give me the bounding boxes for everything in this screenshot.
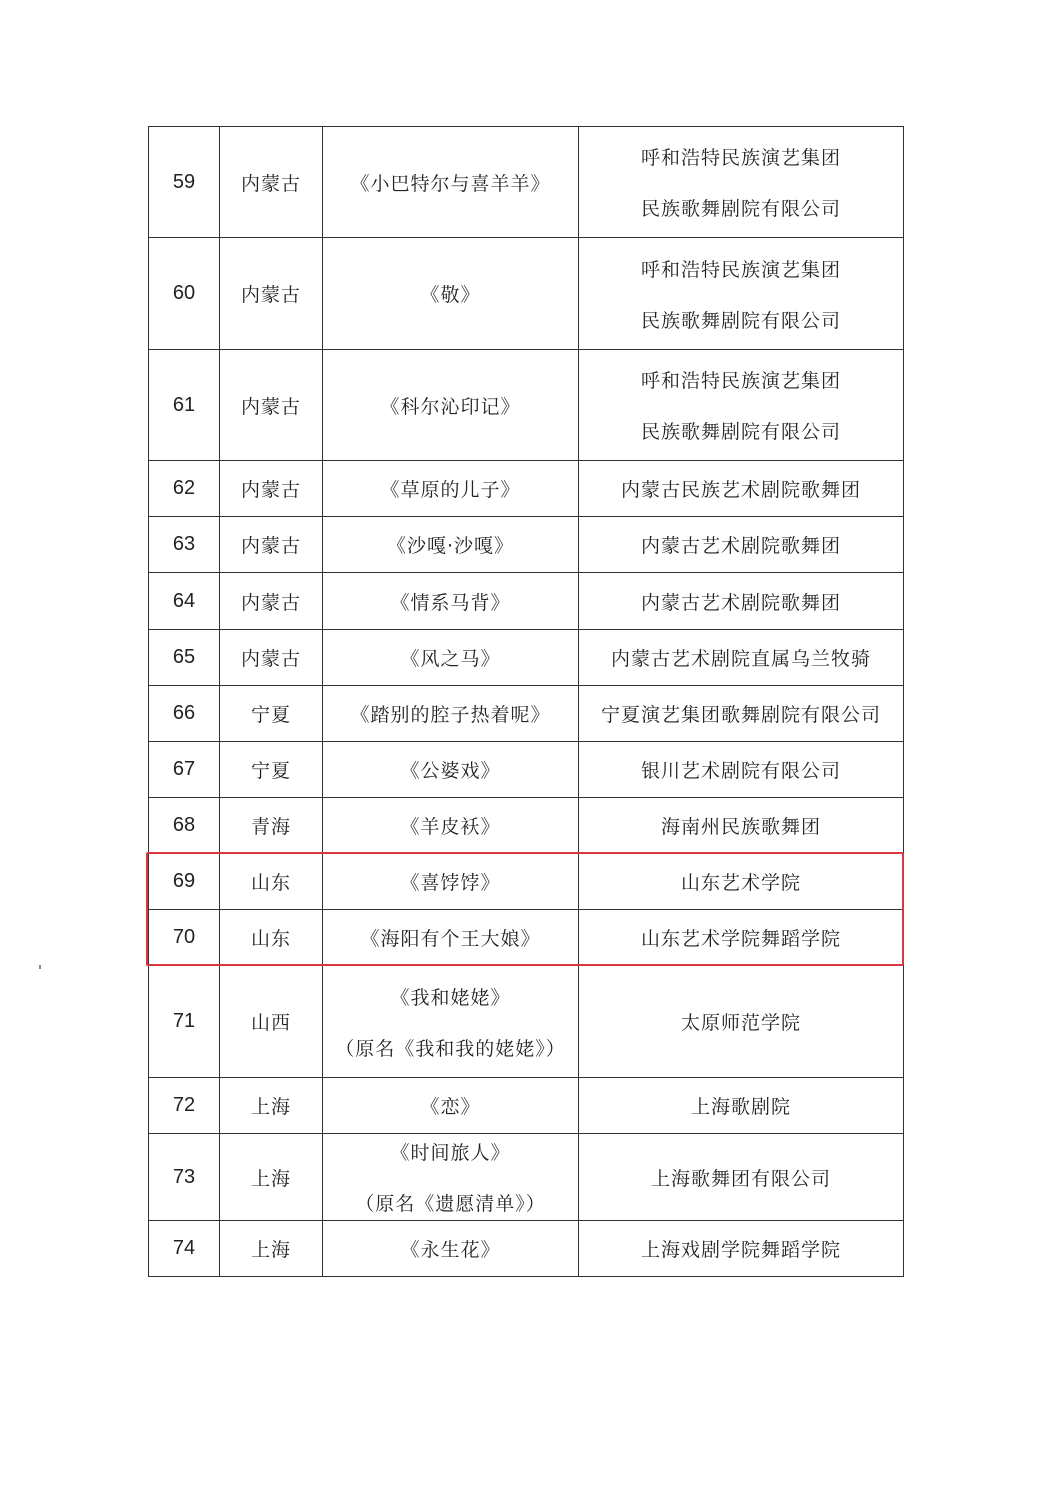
organization-line: 内蒙古民族艺术剧院歌舞团 xyxy=(620,479,861,501)
organization-line: 呼和浩特民族演艺集团 xyxy=(640,370,841,392)
organization-cell xyxy=(579,573,904,630)
table-row xyxy=(149,1221,904,1277)
region-cell: 上海 xyxy=(220,1221,323,1277)
work-title-cell xyxy=(323,742,579,798)
row-number-cell: 70 xyxy=(149,910,220,966)
work-title-cell xyxy=(323,238,579,350)
organization-cell xyxy=(579,910,904,966)
organization-cell xyxy=(579,127,904,238)
work-title-cell xyxy=(323,630,579,686)
work-title-cell xyxy=(323,966,579,1078)
work-title-line: 《公婆戏》 xyxy=(400,760,501,782)
organization-line: 上海歌剧院 xyxy=(690,1096,791,1118)
work-title-line: 《海阳有个王大娘》 xyxy=(360,928,541,950)
row-number-cell: 65 xyxy=(149,630,220,686)
work-title-line: （原名《我和我的姥姥》） xyxy=(335,1037,566,1060)
region-cell: 青海 xyxy=(220,798,323,854)
row-number-cell: 67 xyxy=(149,742,220,798)
row-number-cell: 66 xyxy=(149,686,220,742)
region-cell: 山东 xyxy=(220,910,323,966)
row-number-cell: 71 xyxy=(149,966,220,1078)
table-row xyxy=(149,1078,904,1134)
program-list-table xyxy=(148,126,904,1277)
organization-cell xyxy=(579,1078,904,1134)
work-title-line: 《情系马背》 xyxy=(390,591,511,614)
work-title-cell xyxy=(323,350,579,461)
row-number-cell: 62 xyxy=(149,461,220,517)
table-row xyxy=(149,517,904,573)
organization-line: 内蒙古艺术剧院歌舞团 xyxy=(640,591,841,614)
organization-cell xyxy=(579,350,904,461)
organization-cell xyxy=(579,1221,904,1277)
row-number-cell: 74 xyxy=(149,1221,220,1277)
table-row xyxy=(149,854,904,910)
organization-cell xyxy=(579,238,904,350)
table-row xyxy=(149,573,904,630)
table-body xyxy=(149,127,904,1277)
region-cell: 内蒙古 xyxy=(220,238,323,350)
organization-cell xyxy=(579,630,904,686)
row-number-cell: 63 xyxy=(149,517,220,573)
work-title-cell xyxy=(323,1078,579,1134)
work-title-line: 《踏别的腔子热着呢》 xyxy=(350,704,551,726)
table-row xyxy=(149,461,904,517)
scan-mark xyxy=(39,965,41,969)
region-cell: 内蒙古 xyxy=(220,127,323,238)
work-title-line: 《敬》 xyxy=(420,284,481,306)
organization-line: 民族歌舞剧院有限公司 xyxy=(640,421,841,443)
organization-cell xyxy=(579,854,904,910)
work-title-line: 《时间旅人》 xyxy=(390,1142,511,1164)
work-title-line: 《科尔沁印记》 xyxy=(380,395,521,418)
work-title-line: 《草原的儿子》 xyxy=(380,479,521,501)
work-title-line: 《永生花》 xyxy=(400,1239,501,1261)
organization-line: 内蒙古艺术剧院直属乌兰牧骑 xyxy=(610,648,871,670)
region-cell: 宁夏 xyxy=(220,742,323,798)
table-row xyxy=(149,966,904,1078)
row-number-cell: 69 xyxy=(149,854,220,910)
work-title-line: 《喜饽饽》 xyxy=(400,872,501,894)
region-cell: 内蒙古 xyxy=(220,630,323,686)
work-title-cell xyxy=(323,517,579,573)
work-title-line: （原名《遗愿清单》） xyxy=(355,1193,546,1215)
work-title-line: 《风之马》 xyxy=(400,648,501,670)
table-row xyxy=(149,127,904,238)
organization-line: 宁夏演艺集团歌舞剧院有限公司 xyxy=(600,704,881,726)
organization-cell xyxy=(579,517,904,573)
work-title-line: 《我和姥姥》 xyxy=(390,986,511,1009)
work-title-cell xyxy=(323,686,579,742)
region-cell: 内蒙古 xyxy=(220,461,323,517)
organization-line: 上海戏剧学院舞蹈学院 xyxy=(640,1239,841,1261)
organization-line: 山东艺术学院舞蹈学院 xyxy=(640,928,841,950)
row-number-cell: 64 xyxy=(149,573,220,630)
row-number-cell: 60 xyxy=(149,238,220,350)
organization-line: 山东艺术学院 xyxy=(680,872,801,894)
organization-line: 呼和浩特民族演艺集团 xyxy=(640,147,841,169)
work-title-cell xyxy=(323,1221,579,1277)
table-row xyxy=(149,742,904,798)
table-row xyxy=(149,350,904,461)
table-row xyxy=(149,630,904,686)
region-cell: 内蒙古 xyxy=(220,517,323,573)
table-row xyxy=(149,238,904,350)
work-title-line: 《小巴特尔与喜羊羊》 xyxy=(350,172,551,195)
work-title-cell xyxy=(323,461,579,517)
region-cell: 宁夏 xyxy=(220,686,323,742)
organization-line: 内蒙古艺术剧院歌舞团 xyxy=(640,535,841,557)
work-title-cell xyxy=(323,127,579,238)
organization-line: 上海歌舞团有限公司 xyxy=(650,1167,831,1190)
row-number-cell: 61 xyxy=(149,350,220,461)
region-cell: 山东 xyxy=(220,854,323,910)
work-title-cell xyxy=(323,798,579,854)
row-number-cell: 72 xyxy=(149,1078,220,1134)
region-cell: 内蒙古 xyxy=(220,573,323,630)
work-title-cell xyxy=(323,1134,579,1221)
region-cell: 上海 xyxy=(220,1134,323,1221)
row-number-cell: 68 xyxy=(149,798,220,854)
organization-line: 民族歌舞剧院有限公司 xyxy=(640,198,841,220)
work-title-line: 《羊皮袄》 xyxy=(400,816,501,838)
work-title-cell xyxy=(323,573,579,630)
work-title-line: 《沙嘎·沙嘎》 xyxy=(386,535,515,557)
organization-line: 海南州民族歌舞团 xyxy=(660,816,821,838)
organization-line: 民族歌舞剧院有限公司 xyxy=(640,309,841,332)
region-cell: 上海 xyxy=(220,1078,323,1134)
table-row xyxy=(149,798,904,854)
organization-cell xyxy=(579,742,904,798)
work-title-cell xyxy=(323,854,579,910)
organization-cell xyxy=(579,461,904,517)
table-row xyxy=(149,686,904,742)
organization-line: 呼和浩特民族演艺集团 xyxy=(640,258,841,281)
organization-cell xyxy=(579,1134,904,1221)
work-title-line: 《恋》 xyxy=(420,1096,481,1118)
organization-cell xyxy=(579,798,904,854)
work-title-cell xyxy=(323,910,579,966)
region-cell: 内蒙古 xyxy=(220,350,323,461)
row-number-cell: 73 xyxy=(149,1134,220,1221)
organization-cell xyxy=(579,966,904,1078)
table-row xyxy=(149,1134,904,1221)
table-row xyxy=(149,910,904,966)
region-cell: 山西 xyxy=(220,966,323,1078)
organization-line: 银川艺术剧院有限公司 xyxy=(640,760,841,782)
row-number-cell: 59 xyxy=(149,127,220,238)
organization-line: 太原师范学院 xyxy=(680,1012,801,1034)
organization-cell xyxy=(579,686,904,742)
